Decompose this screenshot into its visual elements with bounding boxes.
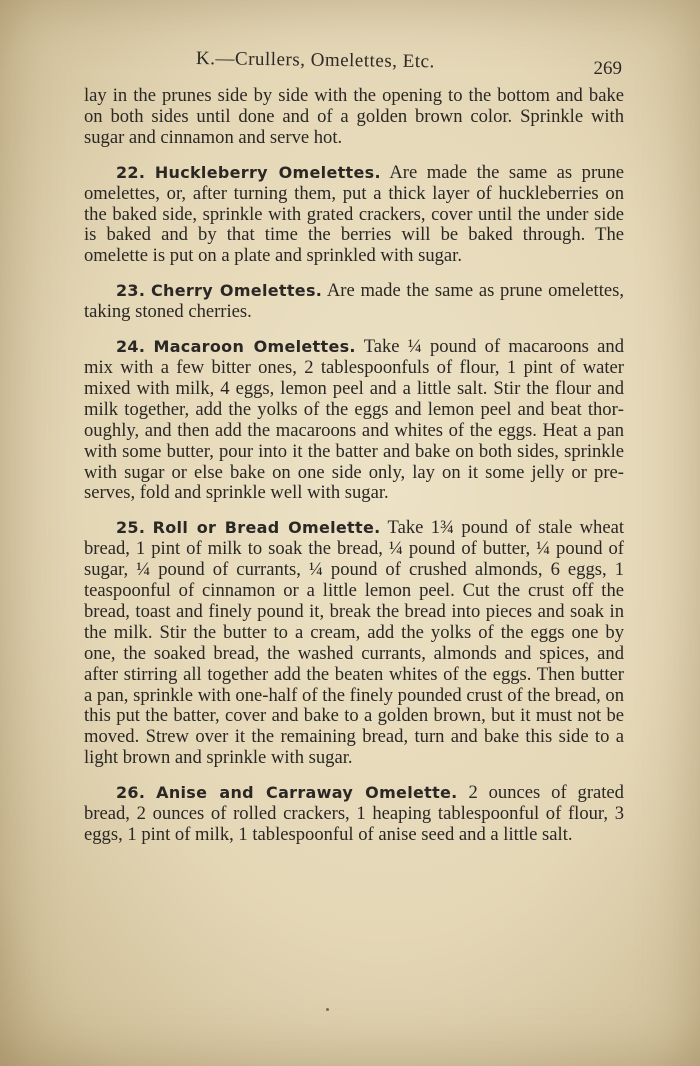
recipe-26 xyxy=(84,783,624,846)
recipe-title: Macaroon Omelettes. xyxy=(153,337,356,357)
page-body xyxy=(84,86,624,846)
recipe-number: 22. xyxy=(116,162,146,182)
page-number: 269 xyxy=(593,58,622,79)
recipe-22 xyxy=(84,163,624,268)
continuation-paragraph: lay in the prunes side by side with the opening to the bottom and bake on both sides until done and of a golden brown color. Sprinkle with sugar and cinnamon and serve hot. xyxy=(84,85,624,148)
recipe-text: Are made the same as prune omelettes, or, after turning them, put a thick layer of huckleberries on the baked side, sprinkle with grated crackers, cover until the under side is baked and by that time the berries will be baked through. The omelette is put on a plate and sprinkled with sugar. xyxy=(84,161,625,267)
running-title: K.—Crullers, Omelettes, Etc. xyxy=(195,48,435,73)
recipe-text: Take 1¾ pound of stale wheat bread, 1 pint of milk to soak the bread, ¼ pound of butter, ¼ pound of sugar, ¼ pound of currants, ¼ pound of crushed almonds, 6 eggs, 1 teaspoonful of cinnamon or a little lemon peel. Cut the crust off the bread, toast and finely pound it, break the bread into pieces and soak in the milk. Stir the butter to a cream, add the yolks of the eggs one by one, the soaked bread, the washed currants, almonds and spices, and after stirring all together add the beaten whites of the eggs. Then butter a pan, sprinkle with one-half of the finely pounded crust of the bread, on this put the batter, cover and bake to a golden brown, but it must not be moved. Strew over it the remaining bread, turn and bake this side to a light brown and sprinkle with sugar. xyxy=(84,517,624,769)
recipe-title: Cherry Omelettes. xyxy=(150,281,323,301)
recipe-number: 26. xyxy=(116,783,146,803)
recipe-number: 25. xyxy=(116,518,146,538)
recipe-25 xyxy=(84,518,624,769)
recipe-title: Anise and Carraway Omelette. xyxy=(156,783,458,803)
recipe-23 xyxy=(84,281,624,323)
recipe-title: Roll or Bread Omelette. xyxy=(152,518,381,538)
recipe-title: Huckleberry Omelettes. xyxy=(154,162,381,182)
recipe-text: Are made the same as prune omelettes, taking stoned cherries. xyxy=(84,280,624,323)
ink-speck xyxy=(326,1008,329,1011)
recipe-number: 23. xyxy=(116,281,146,301)
recipe-number: 24. xyxy=(116,337,146,357)
recipe-text: Take ¼ pound of macaroons and mix with a few bitter ones, 2 tablespoonfuls of flour, 1 pint of water mixed with milk, 4 eggs, lemon peel and a little salt. Stir the flour and milk together, add the yolks of the eggs and lemon peel and beat thoroughly, and then add the macaroons and whites of the eggs. Heat a pan with some butter, pour into it the batter and bake on both sides, sprinkle with sugar or else bake on one side only, lay on it some jelly or preserves, fold and sprinkle well with sugar. xyxy=(84,336,624,504)
recipe-24 xyxy=(84,337,624,504)
recipe-text: 2 ounces of grated bread, 2 ounces of rolled crackers, 1 heaping tablespoonful of flour, 3 eggs, 1 pint of milk, 1 tablespoonful of anise seed and a little salt. xyxy=(84,782,624,845)
page-header xyxy=(84,44,624,80)
